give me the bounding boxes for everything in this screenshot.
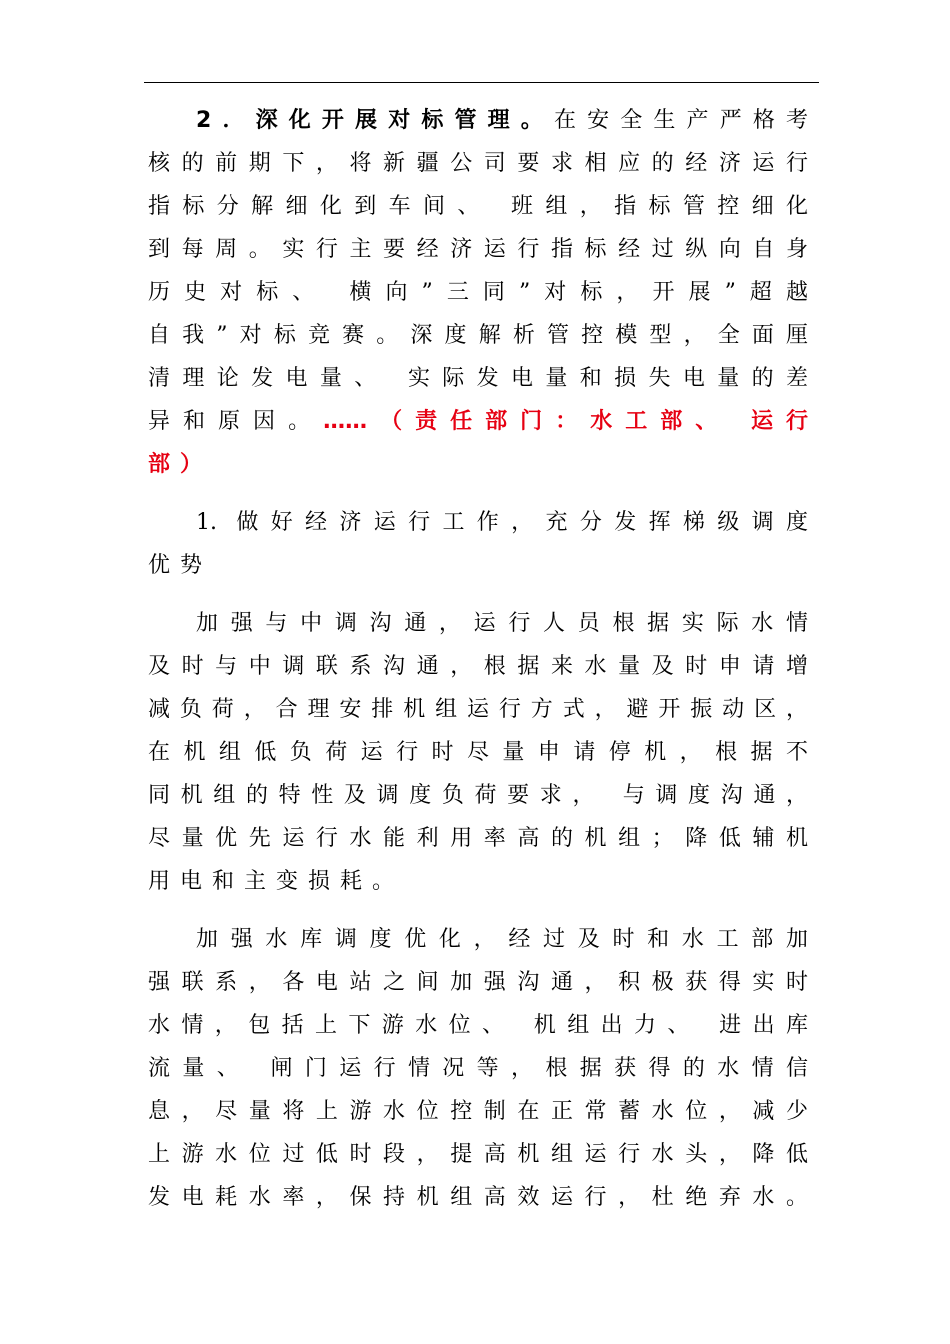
paragraph-a-line-7: 用电和主变损耗。 xyxy=(148,869,405,894)
paragraph-a-line-3: 减负荷，合理安排机组运行方式，避开振动区， xyxy=(148,697,808,722)
section2-line-8-text: 异和原因。 xyxy=(148,409,324,434)
paragraph-a-line-4: 在机组低负荷运行时尽量申请停机，根据不 xyxy=(148,740,808,765)
paragraph-b-line-6: 上游水位过低时段，提高机组运行水头，降低 xyxy=(148,1142,808,1167)
section2-line-4: 到每周。实行主要经济运行指标经过纵向自身 xyxy=(148,237,808,262)
paragraph-a-line-5: 同机组的特性及调度负荷要求， 与调度沟通， xyxy=(148,783,808,808)
paragraph-a-line-2: 及时与中调联系沟通，根据来水量及时申请增 xyxy=(148,654,808,679)
section2-line-7: 清理论发电量、 实际发电量和损失电量的差 xyxy=(148,366,808,391)
section1-heading-line-1: 1. 做好经济运行工作，充分发挥梯级调度 xyxy=(196,510,808,535)
paragraph-b-line-7: 发电耗水率，保持机组高效运行，杜绝弃水。 xyxy=(148,1185,808,1210)
responsibility-note-end: 部） xyxy=(148,452,213,477)
section2-line-2: 核的前期下，将新疆公司要求相应的经济运行 xyxy=(148,151,808,176)
paragraph-a-line-1: 加强与中调沟通，运行人员根据实际水情 xyxy=(196,611,808,636)
section2-line-9 xyxy=(148,450,808,480)
header-rule xyxy=(144,82,819,83)
responsibility-note: ……（责任部门：水工部、 运行 xyxy=(323,409,808,434)
paragraph-a-line-6: 尽量优先运行水能利用率高的机组；降低辅机 xyxy=(148,826,808,851)
section2-line-8 xyxy=(148,407,808,437)
paragraph-b-line-2: 强联系，各电站之间加强沟通，积极获得实时 xyxy=(148,970,808,995)
section2-line-1-rest: 在安全生产严格考 xyxy=(553,108,808,133)
section2-line-5: 历史对标、 横向”三同”对标，开展”超越 xyxy=(148,280,808,305)
paragraph-b-line-1: 加强水库调度优化，经过及时和水工部加 xyxy=(196,927,808,952)
paragraph-b-line-5: 息，尽量将上游水位控制在正常蓄水位，减少 xyxy=(148,1099,808,1124)
section2-line-3: 指标分解细化到车间、 班组，指标管控细化 xyxy=(148,194,808,219)
section2-line-6: 自我”对标竞赛。深度解析管控模型，全面厘 xyxy=(148,323,808,348)
section1-heading-line-2: 优势 xyxy=(148,553,213,578)
section2-line-1 xyxy=(196,106,808,136)
paragraph-b-line-3: 水情，包括上下游水位、 机组出力、 进出库 xyxy=(148,1013,808,1038)
section2-heading: 2．深化开展对标管理。 xyxy=(196,108,554,133)
paragraph-b-line-4: 流量、 闸门运行情况等，根据获得的水情信 xyxy=(148,1056,808,1081)
